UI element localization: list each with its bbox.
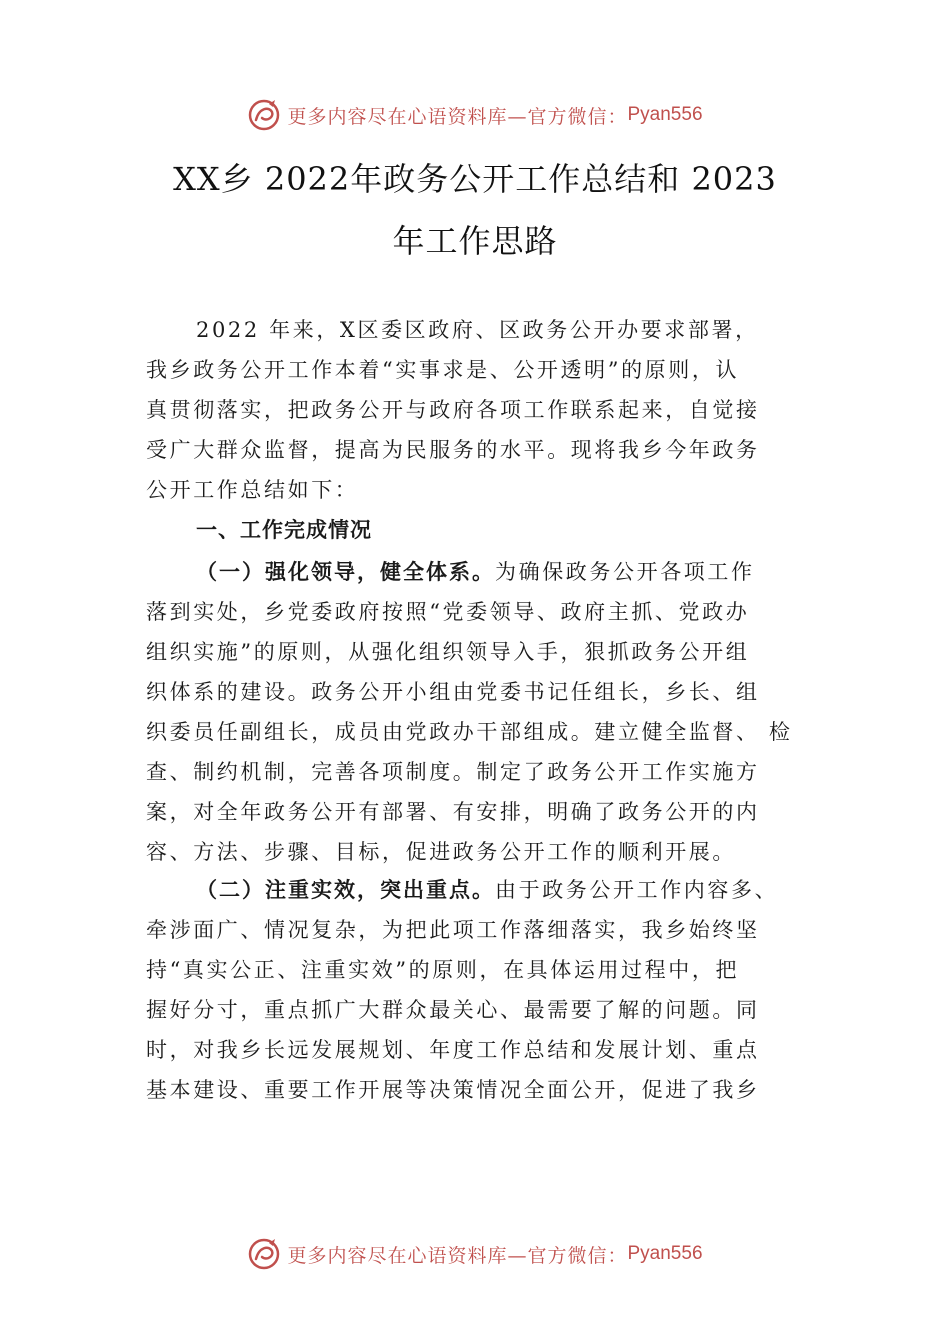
watermark-footer	[0, 1234, 950, 1274]
item2-lead: （二）注重实效，突出重点。	[196, 878, 495, 902]
item1-line: 落到实处，乡党委政府按照“党委领导、政府主抓、党政办	[146, 600, 750, 624]
watermark-wechat-id: Pyan556	[627, 104, 703, 125]
item2-line: 持“真实公正、注重实效”的原则，在具体运用过程中，把	[146, 958, 740, 982]
item2-line: 牵涉面广、情况复杂，为把此项工作落细落实，我乡始终坚	[146, 918, 760, 942]
intro-line: 真贯彻落实，把政务公开与政府各项工作联系起来，自觉接	[146, 398, 760, 422]
page-title-line1: XX乡 2022年政务公开工作总结和 2023	[173, 160, 777, 198]
item1-lead: （一）强化领导，健全体系。	[196, 560, 495, 584]
swirl-logo-icon	[247, 98, 281, 132]
item2-line: 基本建设、重要工作开展等决策情况全面公开，促进了我乡	[146, 1078, 760, 1102]
intro-line: 2022 年来，X区委区政府、区政务公开办要求部署，	[196, 318, 759, 342]
item1-first-line	[196, 557, 755, 587]
intro-line: 公开工作总结如下：	[146, 478, 359, 502]
swirl-logo-icon	[247, 1237, 281, 1271]
section-heading: 一、工作完成情况	[196, 518, 372, 542]
intro-line: 受广大群众监督，提高为民服务的水平。现将我乡今年政务	[146, 438, 760, 462]
watermark-text: 更多内容尽在心语资料库—官方微信：	[287, 105, 628, 128]
item2-line: 时，对我乡长远发展规划、年度工作总结和发展计划、重点	[146, 1038, 760, 1062]
watermark-header	[0, 95, 950, 135]
item1-line: 查、制约机制，完善各项制度。制定了政务公开工作实施方	[146, 760, 760, 784]
item2-first-line	[196, 875, 778, 905]
page-title-line2: 年工作思路	[392, 222, 558, 260]
item1-first-rest: 为确保政务公开各项工作	[495, 560, 755, 584]
item2-line: 握好分寸，重点抓广大群众最关心、最需要了解的问题。同	[146, 998, 760, 1022]
item1-line: 织体系的建设。政务公开小组由党委书记任组长，乡长、组	[146, 680, 760, 704]
item1-line: 组织实施”的原则，从强化组织领导入手，狠抓政务公开组	[146, 640, 750, 664]
item2-first-rest: 由于政务公开工作内容多、	[495, 878, 779, 902]
item1-line: 容、方法、步骤、目标，促进政务公开工作的顺利开展。	[146, 840, 736, 864]
watermark-text: 更多内容尽在心语资料库—官方微信：	[287, 1244, 628, 1267]
item1-line: 织委员任副组长，成员由党政办干部组成。建立健全监督、 检	[146, 720, 793, 744]
watermark-wechat-id: Pyan556	[627, 1243, 703, 1264]
intro-line: 我乡政务公开工作本着“实事求是、公开透明”的原则，认	[146, 358, 740, 382]
item1-line: 案，对全年政务公开有部署、有安排，明确了政务公开的内	[146, 800, 760, 824]
